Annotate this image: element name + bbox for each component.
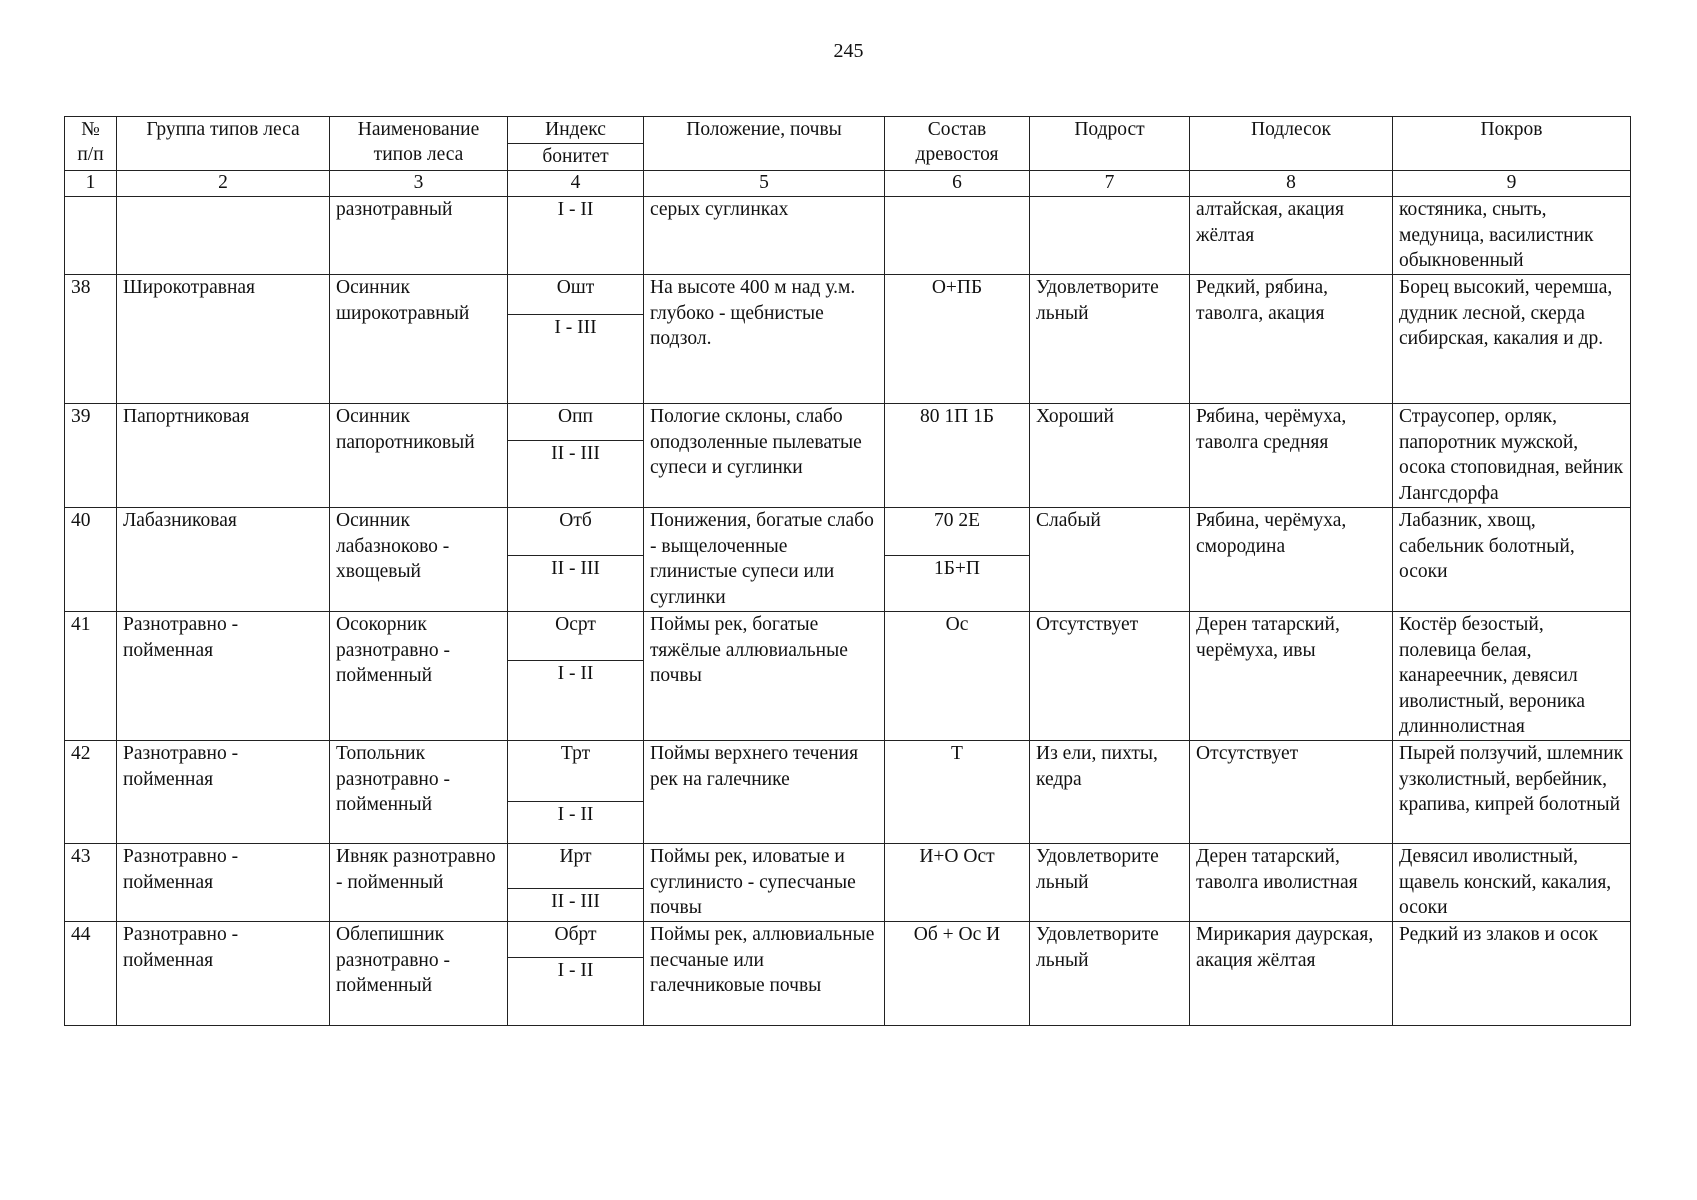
- cell-bonitet: I - II: [508, 802, 644, 844]
- cell-underbrush: Мирикария даурская, акация жёлтая: [1190, 922, 1393, 1026]
- cell-undergrowth: Удовлетворите льный: [1030, 275, 1190, 404]
- cell-underbrush: Редкий, рябина, таволга, акация: [1190, 275, 1393, 404]
- cell-position: серых суглинках: [644, 197, 885, 275]
- header-index: Индекс: [508, 117, 644, 144]
- table-row-continuation: [65, 197, 1631, 275]
- cell-composition: Об + Ос И: [885, 922, 1030, 1026]
- cell-index: Обрт: [508, 922, 644, 958]
- col-number: 3: [330, 171, 508, 197]
- cell-position: Пологие склоны, слабо оподзоленные пылеватые супеси и суглинки: [644, 404, 885, 508]
- cell-group: Папортниковая: [117, 404, 330, 508]
- cell-position: Поймы рек, богатые тяжёлые аллювиальные почвы: [644, 612, 885, 741]
- cell-name: Топольник разнотравно - пойменный: [330, 741, 508, 844]
- cell-undergrowth: Слабый: [1030, 508, 1190, 612]
- cell-cover: Редкий из злаков и осок: [1393, 922, 1631, 1026]
- cell-name: Осокорник разнотравно - пойменный: [330, 612, 508, 741]
- cell-undergrowth: Хороший: [1030, 404, 1190, 508]
- cell-cover: Страусопер, орляк, папоротник мужской, осока стоповидная, вейник Лангсдорфа: [1393, 404, 1631, 508]
- cell-no: 39: [65, 404, 117, 508]
- header-underbrush: Подлесок: [1190, 117, 1393, 171]
- cell-underbrush: алтайская, акация жёлтая: [1190, 197, 1393, 275]
- cell-underbrush: Рябина, черёмуха, таволга средняя: [1190, 404, 1393, 508]
- cell-index: Ирт: [508, 844, 644, 889]
- cell-cover: Борец высокий, черемша, дудник лесной, скерда сибирская, какалия и др.: [1393, 275, 1631, 404]
- cell-group: Лабазниковая: [117, 508, 330, 612]
- cell-no: 43: [65, 844, 117, 922]
- cell-position: Понижения, богатые слабо - выщелоченные глинистые супеси или суглинки: [644, 508, 885, 612]
- cell-group: [117, 197, 330, 275]
- cell-underbrush: Дерен татарский, черёмуха, ивы: [1190, 612, 1393, 741]
- cell-name: разнотравный: [330, 197, 508, 275]
- cell-composition: Т: [885, 741, 1030, 844]
- cell-no: 38: [65, 275, 117, 404]
- col-number: 9: [1393, 171, 1631, 197]
- cell-bonitet: I - II: [508, 958, 644, 1026]
- cell-bonitet: II - III: [508, 441, 644, 508]
- col-number: 6: [885, 171, 1030, 197]
- col-number: 5: [644, 171, 885, 197]
- page-number: 245: [833, 40, 864, 62]
- cell-composition: О+ПБ: [885, 275, 1030, 404]
- cell-index: Ошт: [508, 275, 644, 315]
- cell-underbrush: Отсутствует: [1190, 741, 1393, 844]
- cell-position: Поймы рек, иловатые и суглинисто - супесчаные почвы: [644, 844, 885, 922]
- table-row: [65, 612, 1631, 661]
- cell-composition: 80 1П 1Б: [885, 404, 1030, 508]
- cell-index: Трт: [508, 741, 644, 802]
- table-row: [65, 922, 1631, 958]
- header-no: № п/п: [65, 117, 117, 171]
- cell-group: Разнотравно - пойменная: [117, 741, 330, 844]
- cell-name: Осинник папоротниковый: [330, 404, 508, 508]
- cell-group: Разнотравно - пойменная: [117, 612, 330, 741]
- cell-name: Облепишник разнотравно - пойменный: [330, 922, 508, 1026]
- table-row: [65, 741, 1631, 802]
- cell-bonitet: I - II: [508, 197, 644, 275]
- cell-group: Разнотравно - пойменная: [117, 844, 330, 922]
- cell-no: [65, 197, 117, 275]
- cell-group: Разнотравно - пойменная: [117, 922, 330, 1026]
- cell-bonitet: I - II: [508, 661, 644, 741]
- cell-undergrowth: Удовлетворите льный: [1030, 844, 1190, 922]
- cell-no: 40: [65, 508, 117, 612]
- header-position: Положение, почвы: [644, 117, 885, 171]
- cell-undergrowth: Удовлетворите льный: [1030, 922, 1190, 1026]
- cell-group: Широкотравная: [117, 275, 330, 404]
- cell-bonitet: II - III: [508, 556, 644, 612]
- cell-cover: костяника, сныть, медуница, василистник обыкновенный: [1393, 197, 1631, 275]
- cell-undergrowth: [1030, 197, 1190, 275]
- cell-composition: Ос: [885, 612, 1030, 741]
- cell-index: Осрт: [508, 612, 644, 661]
- cell-name: Ивняк разнотравно - пойменный: [330, 844, 508, 922]
- column-numbers-row: [65, 171, 1631, 197]
- cell-composition: И+О Ост: [885, 844, 1030, 922]
- cell-composition: [885, 197, 1030, 275]
- header-bonitet: бонитет: [508, 144, 644, 171]
- cell-underbrush: Дерен татарский, таволга иволистная: [1190, 844, 1393, 922]
- col-number: 1: [65, 171, 117, 197]
- header-undergrowth: Подрост: [1030, 117, 1190, 171]
- cell-bonitet: I - III: [508, 315, 644, 404]
- cell-no: 41: [65, 612, 117, 741]
- col-number: 7: [1030, 171, 1190, 197]
- table-row: [65, 404, 1631, 441]
- cell-underbrush: Рябина, черёмуха, смородина: [1190, 508, 1393, 612]
- cell-bonitet: II - III: [508, 889, 644, 922]
- cell-name: Осинник широкотравный: [330, 275, 508, 404]
- cell-position: Поймы рек, аллювиальные песчаные или галечниковые почвы: [644, 922, 885, 1026]
- cell-position: На высоте 400 м над у.м. глубоко - щебнистые подзол.: [644, 275, 885, 404]
- cell-index: Опп: [508, 404, 644, 441]
- table-row: [65, 844, 1631, 889]
- col-number: 2: [117, 171, 330, 197]
- cell-composition-top: 70 2Е: [885, 508, 1030, 556]
- cell-no: 44: [65, 922, 117, 1026]
- cell-no: 42: [65, 741, 117, 844]
- header-composition: Состав древостоя: [885, 117, 1030, 171]
- cell-undergrowth: Отсутствует: [1030, 612, 1190, 741]
- cell-index: Отб: [508, 508, 644, 556]
- cell-undergrowth: Из ели, пихты, кедра: [1030, 741, 1190, 844]
- cell-composition-bottom: 1Б+П: [885, 556, 1030, 612]
- header-cover: Покров: [1393, 117, 1631, 171]
- col-number: 4: [508, 171, 644, 197]
- cell-cover: Пырей ползучий, шлемник узколистный, вербейник, крапива, кипрей болотный: [1393, 741, 1631, 844]
- cell-position: Поймы верхнего течения рек на галечнике: [644, 741, 885, 844]
- col-number: 8: [1190, 171, 1393, 197]
- header-group: Группа типов леса: [117, 117, 330, 171]
- cell-name: Осинник лабазноково - хвощевый: [330, 508, 508, 612]
- header-row: [65, 117, 1631, 144]
- table-row: [65, 508, 1631, 556]
- cell-cover: Девясил иволистный, щавель конский, какалия, осоки: [1393, 844, 1631, 922]
- table-row: [65, 275, 1631, 315]
- forest-types-table: [64, 116, 1631, 1026]
- cell-cover: Костёр безостый, полевица белая, канареечник, девясил иволистный, вероника длиннолистная: [1393, 612, 1631, 741]
- header-name: Наименование типов леса: [330, 117, 508, 171]
- cell-cover: Лабазник, хвощ, сабельник болотный, осоки: [1393, 508, 1631, 612]
